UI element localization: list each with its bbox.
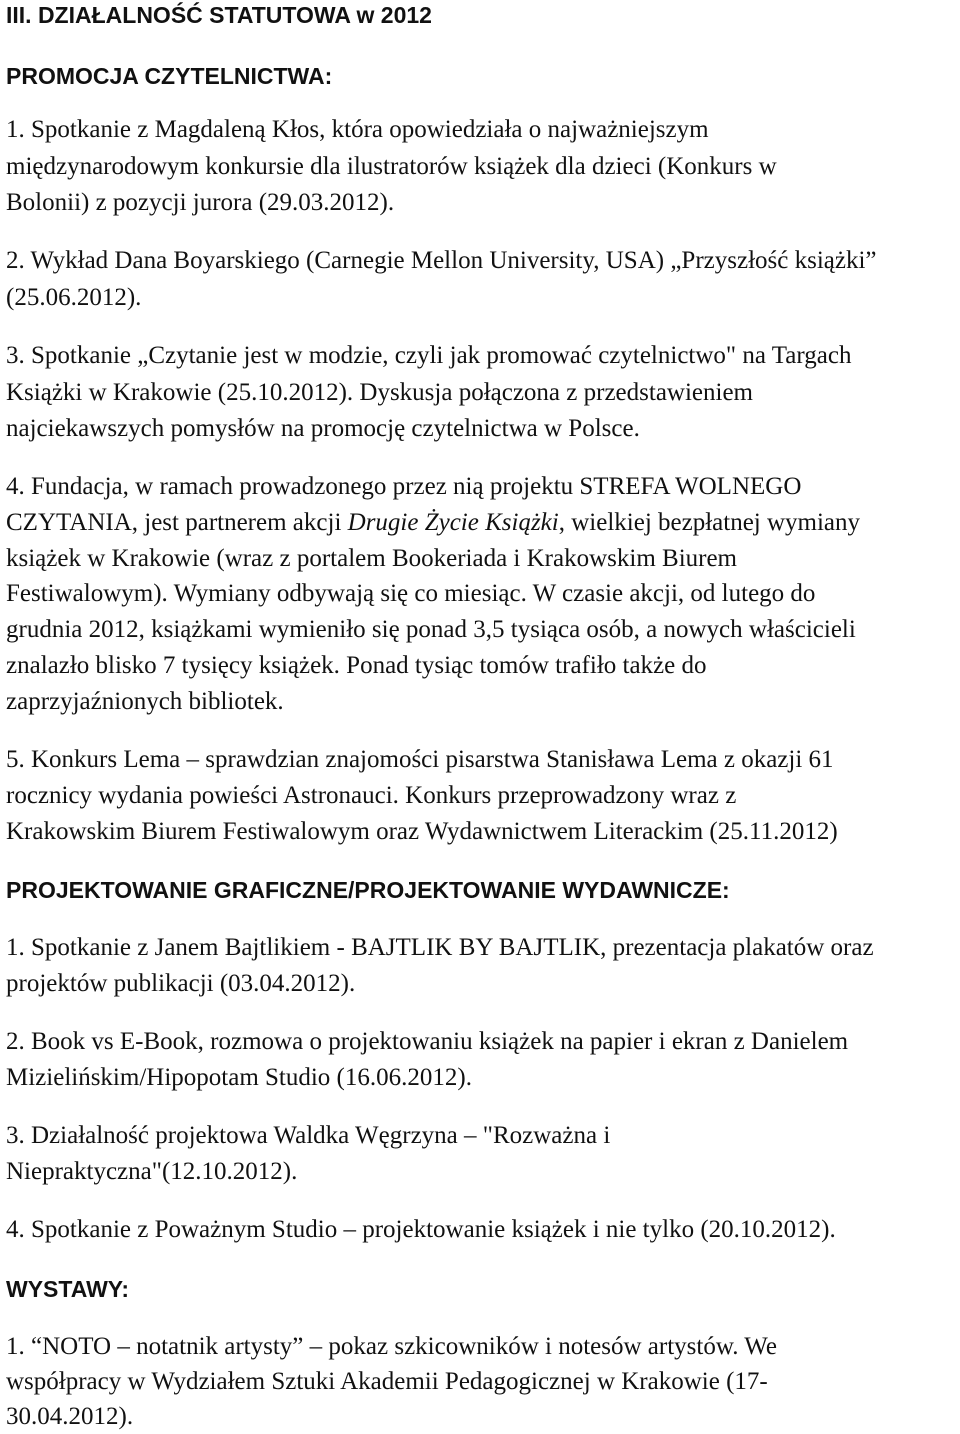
- promocja-item-4-line-4: Festiwalowym). Wymiany odbywają się co miesiąc. W czasie akcji, od lutego do: [6, 580, 816, 607]
- projektowanie-item-1-line-1: 1. Spotkanie z Janem Bajtlikiem - BAJTLIK BY BAJTLIK, prezentacja plakatów oraz: [6, 934, 874, 961]
- projektowanie-item-3-line-2: Niepraktyczna"(12.10.2012).: [6, 1158, 298, 1185]
- promocja-item-4-line-3: książek w Krakowie (wraz z portalem Bookeriada i Krakowskim Biurem: [6, 545, 738, 572]
- promocja-item-1-line-2: międzynarodowym konkursie dla ilustratorów książek dla dzieci (Konkurs w: [6, 153, 777, 180]
- wystawy-item-1-line-2: współpracy w Wydziałem Sztuki Akademii Pedagogicznej w Krakowie (17-: [6, 1368, 768, 1395]
- section-title: III. DZIAŁALNOŚĆ STATUTOWA w 2012: [6, 2, 432, 28]
- promocja-item-2-line-1: 2. Wykład Dana Boyarskiego (Carnegie Mellon University, USA) „Przyszłość książki”: [6, 247, 877, 274]
- projektowanie-heading: PROJEKTOWANIE GRAFICZNE/PROJEKTOWANIE WYDAWNICZE:: [6, 877, 730, 903]
- promocja-item-3-line-2: Książki w Krakowie (25.10.2012). Dyskusja połączona z przedstawieniem: [6, 379, 753, 406]
- promocja-item-5-line-3: Krakowskim Biurem Festiwalowym oraz Wydawnictwem Literackim (25.11.2012): [6, 818, 838, 845]
- promocja-item-4-line-7: zaprzyjaźnionych bibliotek.: [6, 688, 284, 715]
- promocja-item-4-line-6: znalazło blisko 7 tysięcy książek. Ponad tysiąc tomów trafiło także do: [6, 652, 707, 679]
- promocja-item-1-line-3: Bolonii) z pozycji jurora (29.03.2012).: [6, 189, 395, 216]
- item-4-text-a: CZYTANIA, jest partnerem akcji: [6, 509, 348, 536]
- promocja-item-3-line-3: najciekawszych pomysłów na promocję czytelnictwa w Polsce.: [6, 415, 640, 442]
- promocja-item-4-line-2: [6, 508, 860, 538]
- wystawy-item-1-line-1: 1. “NOTO – notatnik artysty” – pokaz szkicowników i notesów artystów. We: [6, 1333, 777, 1360]
- promocja-item-5-line-1: 5. Konkurs Lema – sprawdzian znajomości pisarstwa Stanisława Lema z okazji 61: [6, 746, 834, 773]
- promocja-item-2-line-2: (25.06.2012).: [6, 284, 142, 311]
- projektowanie-item-4-line-1: 4. Spotkanie z Poważnym Studio – projektowanie książek i nie tylko (20.10.2012).: [6, 1216, 836, 1243]
- projektowanie-item-1-line-2: projektów publikacji (03.04.2012).: [6, 970, 356, 997]
- drugie-zycie-ksiazki-title: Drugie Życie Książki: [347, 509, 559, 536]
- projektowanie-item-2-line-2: Mizielińskim/Hipopotam Studio (16.06.2012).: [6, 1064, 472, 1091]
- item-4-text-b: , wielkiej bezpłatnej wymiany: [558, 509, 861, 536]
- wystawy-heading: WYSTAWY:: [6, 1276, 130, 1302]
- promocja-item-1-line-1: 1. Spotkanie z Magdaleną Kłos, która opowiedziała o najważniejszym: [6, 116, 709, 143]
- wystawy-item-1-line-3: 30.04.2012).: [6, 1403, 134, 1430]
- promocja-item-5-line-2: rocznicy wydania powieści Astronauci. Konkurs przeprowadzony wraz z: [6, 782, 737, 809]
- projektowanie-item-2-line-1: 2. Book vs E-Book, rozmowa o projektowaniu książek na papier i ekran z Danielem: [6, 1028, 849, 1055]
- promocja-item-3-line-1: 3. Spotkanie „Czytanie jest w modzie, czyli jak promować czytelnictwo" na Targach: [6, 342, 852, 369]
- promocja-item-4-line-5: grudnia 2012, książkami wymieniło się ponad 3,5 tysiąca osób, a nowych właścicieli: [6, 616, 856, 643]
- promocja-item-4-line-1: 4. Fundacja, w ramach prowadzonego przez nią projektu STREFA WOLNEGO: [6, 473, 802, 500]
- promocja-heading: PROMOCJA CZYTELNICTWA:: [6, 63, 333, 89]
- projektowanie-item-3-line-1: 3. Działalność projektowa Waldka Węgrzyna – "Rozważna i: [6, 1122, 611, 1149]
